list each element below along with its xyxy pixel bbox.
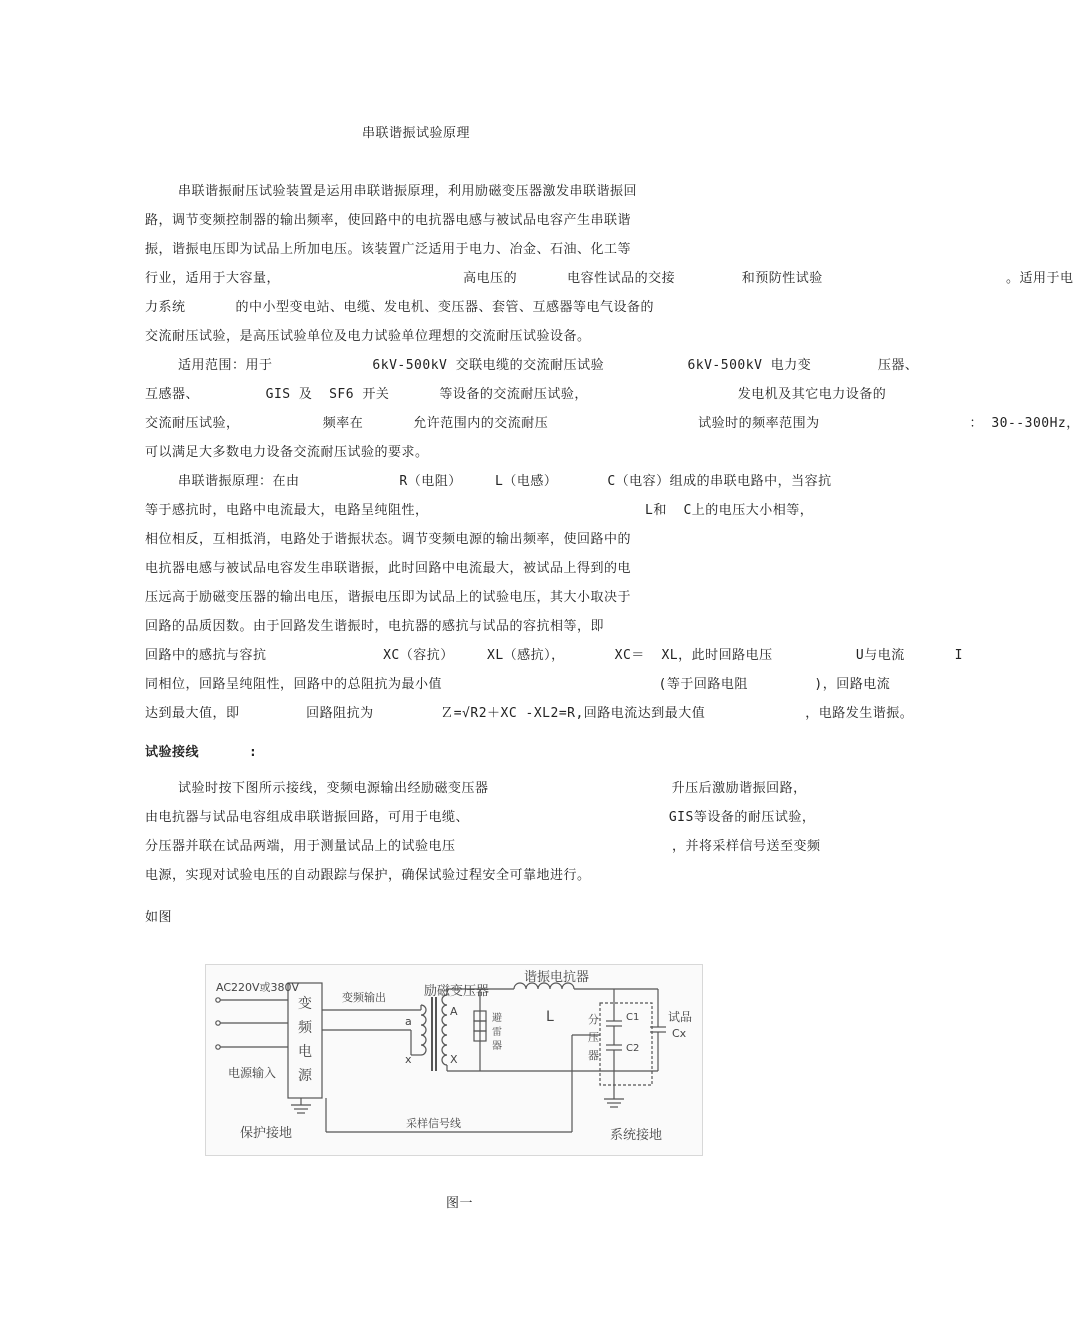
- body-text-line: 交流耐压试验， 频率在 允许范围内的交流耐压 试验时的频率范围为 ： 30--300Hz，: [145, 416, 1080, 431]
- reactor-title: 谐振电抗器: [524, 970, 590, 985]
- body-text-line: 回路中的感抗与容抗 XC（容抗） XL（感抗）， XC＝ XL，此时回路电压 U与电流 I: [145, 648, 963, 663]
- arrester-char-2: 雷: [492, 1027, 502, 1038]
- body-text-line: 回路的品质因数。由于回路发生谐振时，电抗器的感抗与试品的容抗相等，即: [145, 619, 605, 634]
- c1-label: C1: [626, 1012, 640, 1023]
- vf-power-char-4: 源: [298, 1068, 312, 1084]
- body-text-line: 适用范围：用于 6kV-500kV 交联电缆的交流耐压试验 6kV-500kV 电力变 压器、: [178, 358, 919, 373]
- divider-char-2: 压: [588, 1031, 599, 1044]
- arrester-char-1: 避: [492, 1013, 502, 1024]
- body-text-line: 振，谐振电压即为试品上所加电压。该装置广泛适用于电力、冶金、石油、化工等: [145, 242, 632, 257]
- cx-label: Cx: [672, 1027, 687, 1040]
- protect-ground-label: 保护接地: [240, 1126, 293, 1141]
- body-text-line: 力系统 的中小型变电站、电缆、发电机、变压器、套管、互感器等电气设备的: [145, 300, 654, 315]
- section-text-line: 由电抗器与试品电容组成串联谐振回路，可用于电缆、 GIS等设备的耐压试验，: [145, 810, 816, 825]
- body-text-line: 可以满足大多数电力设备交流耐压试验的要求。: [145, 445, 429, 460]
- vf-power-char-2: 频: [298, 1020, 312, 1036]
- power-input-label: 电源输入: [228, 1066, 277, 1080]
- vf-output-label: 变频输出: [342, 991, 386, 1004]
- body-text-line: 行业，适用于大容量， 高电压的 电容性试品的交接 和预防性试验 。适用于电: [145, 271, 1074, 286]
- primary-terminal-x: x: [405, 1053, 412, 1066]
- reactor-symbol: L: [546, 1009, 554, 1025]
- exciter-title: 励磁变压器: [424, 984, 490, 999]
- circuit-diagram-svg: [206, 965, 702, 1155]
- section-text-line: 试验时按下图所示接线，变频电源输出经励磁变压器 升压后激励谐振回路，: [178, 781, 807, 796]
- section-heading: 试验接线 :: [145, 745, 258, 760]
- figure-label: 如图: [145, 910, 173, 925]
- system-ground-label: 系统接地: [610, 1128, 663, 1143]
- body-text-line: 路，调节变频控制器的输出频率，使回路中的电抗器电感与被试品电容产生串联谐: [145, 213, 632, 228]
- circuit-diagram: [205, 964, 703, 1156]
- power-input-voltage: AC220V或380V: [216, 981, 300, 994]
- section-text-line: 电源，实现对试验电压的自动跟踪与保护，确保试验过程安全可靠地进行。: [145, 868, 591, 883]
- page-title: 串联谐振试验原理: [362, 126, 471, 141]
- sampling-line-label: 采样信号线: [406, 1117, 461, 1130]
- exciter-terminal-x: X: [450, 1053, 458, 1066]
- exciter-terminal-a: A: [450, 1005, 458, 1018]
- primary-terminal-a: a: [405, 1015, 412, 1028]
- c2-label: C2: [626, 1043, 640, 1054]
- divider-char-1: 分: [588, 1013, 599, 1026]
- vf-power-char-1: 变: [298, 996, 312, 1012]
- arrester-char-3: 器: [492, 1041, 502, 1052]
- body-text-line: 交流耐压试验，是高压试验单位及电力试验单位理想的交流耐压试验设备。: [145, 329, 591, 344]
- body-text-line: 串联谐振耐压试验装置是运用串联谐振原理，利用励磁变压器激发串联谐振回: [178, 184, 638, 199]
- body-text-line: 同相位，回路呈纯阻性，回路中的总阻抗为最小值 (等于回路电阻 )，回路电流: [145, 677, 891, 692]
- figure-caption: 图一: [446, 1196, 474, 1211]
- section-text-line: 分压器并联在试品两端，用于测量试品上的试验电压 ，并将采样信号送至变频: [145, 839, 821, 854]
- body-text-line: 等于感抗时，电路中电流最大，电路呈纯阻性， L和 C上的电压大小相等，: [145, 503, 814, 518]
- body-text-line: 串联谐振原理：在由 R（电阻） L（电感） C（电容）组成的串联电路中，当容抗: [178, 474, 832, 489]
- body-text-line: 互感器、 GIS 及 SF6 开关 等设备的交流耐压试验， 发电机及其它电力设备的: [145, 387, 887, 402]
- body-text-line: 相位相反，互相抵消，电路处于谐振状态。调节变频电源的输出频率，使回路中的: [145, 532, 632, 547]
- test-piece-label: 试品: [668, 1010, 693, 1024]
- body-text-line: 达到最大值，即 回路阻抗为 Ｚ=√R2＋XC -XL2=R,回路电流达到最大值 ，电路发生谐振。: [145, 706, 914, 721]
- body-text-line: 压远高于励磁变压器的输出电压，谐振电压即为试品上的试验电压，其大小取决于: [145, 590, 632, 605]
- divider-char-3: 器: [588, 1049, 599, 1062]
- body-text-line: 电抗器电感与被试品电容发生串联谐振，此时回路中电流最大，被试品上得到的电: [145, 561, 632, 576]
- vf-power-char-3: 电: [298, 1044, 312, 1060]
